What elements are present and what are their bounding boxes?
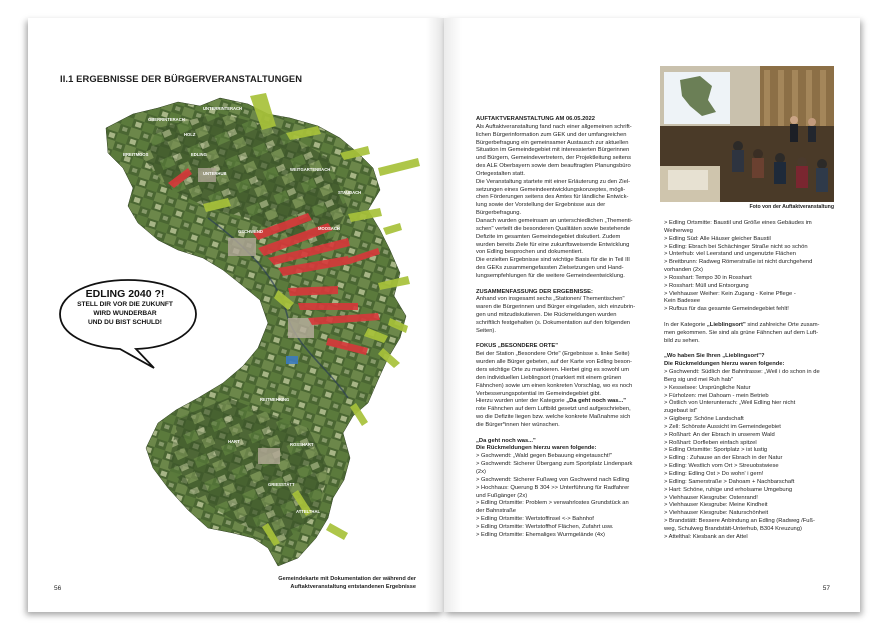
list-item: > Breitbrunn: Radweg Römerstraße ist nicht durchgehend	[664, 259, 813, 266]
map-label-attelthal: ATTELTHAL	[296, 509, 321, 514]
map-label-holz: HOLZ	[184, 132, 196, 137]
map-label-griesstaett: GRIESSTÄTT	[268, 482, 295, 487]
text-column-right: > Edling Ortsmitte: Baustil und Größe eines Gebäudes im Weiherweg > Edling Süd: Alle Häuser gleicher Baustil > Edling: Ebrach bei Schächinger Straße nicht so schön > Unterhub: viel Leerstand und ungenutzte Flächen > Breitbrunn: Radweg Römerstraße ist nicht durchgehend vorhanden (2x) > Rosshart: Tempo 30 in Rosshart > Rosshart: Müll und Entsorgung > Viehhauser Weiher: Kein Zugang - Keine Pflege - Kein Badesee > Rufbus für das gesamte Gemeindegebiet fehlt! In der Kategorie „Lieblingsort" sind zahlreiche Orte zusam- men gekommen. Sie sind als grüne Fähnchen auf dem Luft- bild zu sehen. „Wo haben Sie Ihren „Lieblingsort"? Die Rückmeldungen hierzu waren folgende: > Gschwendt: Südlich der Bahntrasse: „Weil i do schon in de Berg sig und mei Ruh hab" > Kesselsee: Ursprüngliche Natur > Fürholzen: mei Dahoam - mein Betrieb > Östlich von Unterunterach: „Weil Edling hier nicht zugebaut ist" > Gigiberg: Schöne Landschaft > Zell: Schönste Aussicht im Gemeindegebiet > Roßhart: An der Ebrach in unserem Wald > Roßhart: Dorfleben einfach spitzel > Edling Ortsmitte: Sportplatz > ist lustig > Edling : Zuhause an der Ebrach in der Natur > Edling: Westlich vom Ort > Streuobstwiese > Edling: Edling Ost > Do wohn' i gern! > Edling: Samerstraße > Dahoam + Nachbarschaft > Hart: Schöne, ruhige und erholsame Umgebung > Viehhauser Kiesgrube: Ostenrand! > Viehhauser Kiesgrube: Meine Kindheit > Viehhauser Kiesgrube: Naturschönheit > Brandstätt: Bessere Anbindung an Edling (Radweg /Fuß- weg, Schulweg Brandstätt-Unterhub, B304 Kreuzung) > Attelthal: Kiesbank an der Attel	[664, 220, 834, 542]
heading-zusammenfassung: ZUSAMMENFASSUNG DER ERGEBNISSE:	[476, 288, 593, 295]
list-item: > Attelthal: Kiesbank an der Attel	[664, 533, 748, 540]
heading-auftakt: AUFTAKTVERANSTALTUNG AM 06.05.2022	[476, 116, 595, 122]
map-label-gschwend: GSCHWEND	[238, 229, 263, 234]
map-label-hart: HART	[228, 439, 240, 444]
page-number-right: 57	[822, 585, 830, 592]
bubble-line-2: WIRD WUNDERBAR	[93, 310, 157, 317]
list-item: > Gschwendt: „Wald gegen Bebauung eingetauscht!"	[476, 453, 613, 460]
list-item: > Edling : Zuhause an der Ebrach in der Natur	[664, 455, 783, 462]
list-item: > Gschwendt: Sicherer Übergang zum Sportplatz Lindenpark	[476, 461, 633, 468]
list-item: > Edling: Edling Ost > Do wohn' i gern!	[664, 471, 764, 477]
map-label-staudach: STAUDACH	[338, 190, 362, 195]
list-item: > Kesselsee: Ursprüngliche Natur	[664, 384, 751, 391]
list-item: Weiherweg	[664, 227, 693, 234]
list-item: > Gschwendt: Sicherer Fußweg von Gschwend nach Edling	[476, 476, 630, 483]
list-item: > Zell: Schönste Aussicht im Gemeindegebiet	[664, 423, 781, 430]
map-label-breitmoos: BREITMOOS	[123, 152, 149, 157]
list-item: > Edling Ortsmitte: Wertstoffhof Flächen, Zufahrt usw.	[476, 523, 614, 530]
heading-besondere-orte: FOKUS „BESONDERE ORTE"	[476, 343, 558, 350]
heading-lieblingsort: „Wo haben Sie Ihren „Lieblingsort"?	[664, 353, 765, 360]
map-label-edling: EDLING	[191, 152, 207, 157]
list-item: > Edling: Samerstraße > Dahoam + Nachbarschaft	[664, 478, 795, 485]
photo-caption: Foto von der Auftaktveranstaltung	[749, 204, 834, 210]
map-label-moosach: MOOSACH	[318, 226, 340, 231]
list-item: > Hochhaus: Querung B 304 >> Unterführung für Radfahrer	[476, 484, 630, 491]
bubble-title: EDLING 2040 ?!	[85, 288, 165, 300]
gutter-shadow	[444, 18, 462, 612]
page-number-left: 56	[54, 585, 62, 592]
text-column-left: AUFTAKTVERANSTALTUNG AM 06.05.2022 Als Auftaktveranstaltung fand nach einer allgemeinen schrift- lichen Bürgerinformation zum GEK und der umfangreichen Bürgerbefragung ein gemeinsamer Austausch zur aktuellen Situation im Gemeindegebiet mit interessierten Bürgerinnen und Bürgern, Gemeindevertretern, der Projektleitung seitens des ALE Oberbayern sowie dem beauftragten Planungsbüro Ortegestalten statt. Die Veranstaltung startete mit einer Erläuterung zu den Ziel- setzungen eines Gemeindeentwicklungskonzeptes, mögli- chen Förderungen seitens des Amtes für ländliche Entwick- lung sowie der Vorstellung der Ergebnisse aus der Bürgerbefragung. Danach wurden gemeinsam an unterschiedlichen „Thementi- schen" verteilt die besonderen Qualitäten sowie bestehende Defizite im gesamten Gemeindegebiet diskutiert. Zudem wurden bereits Ziele für eine zukunftsweisende Entwicklung von Edling besprochen und dokumentiert. Die erzielten Ergebnisse sind wichtige Basis für die in Teil III des GEKs zusammengefassten Zielsetzungen und Hand- lungsempfehlungen für die weitere Gemeindeentwicklung. ZUSAMMENFASSUNG DER ERGEBNISSE: Anhand von insgesamt sechs „Stationen/ Thementischen" waren die Bürgerinnen und Bürger eingeladen, sich einzubrin- gen und mitzudiskutieren. Die Rückmeldungen wurden schriftlich festgehalten (s. Dokumentation auf den folgenden Seiten). FOKUS „BESONDERE ORTE" Bei der Station „Besondere Orte" (Ergebnisse s. linke Seite) wurden alle Bürger gebeten, auf der Karte von Edling beson- ders wichtige Orte zu markieren. Hierbei ging es sowohl um den individuellen Lieblingsort (markiert mit einem grünen Fähnchen) sowie um einen konkreten Vorschlag, wo es noch Verbesserungspotential im Gemeindegebiet gibt. Hierzu wurden unter der Kategorie „Da geht noch was..." rote Fähnchen auf dem Luftbild gesetzt und aufgeschrieben, wo die Defizite liegen bzw. welche konkrete Maßnahme sich die Bürger*innen hier wünschen. „Da geht noch was..." Die Rückmeldungen hierzu waren folgende: > Gschwendt: „Wald gegen Bebauung eingetauscht!" > Gschwendt: Sicherer Übergang zum Sportplatz Lindenpark (2x) > Gschwendt: Sicherer Fußweg von Gschwend nach Edling > Hochhaus: Querung B 304 >> Unterführung für Radfahrer und Fußgänger (2x) > Edling Ortsmitte: Problem > verwahrlostes Grundstück an der Bahnstraße > Edling Ortsmitte: Wertstoffinsel <-> Bahnhof > Edling Ortsmitte: Wertstoffhof Flächen, Zufahrt usw. > Edling Ortsmitte: Ehemaliges Wurmgelände (4x)	[476, 116, 651, 540]
list-item: > Edling: Ebrach bei Schächinger Straße nicht so schön	[664, 243, 808, 250]
list-item: > Rufbus für das gesamte Gemeindegebiet fehlt!	[664, 306, 789, 313]
list-item: > Edling Ortsmitte: Problem > verwahrlostes Grundstück an	[476, 500, 629, 507]
left-page	[28, 18, 444, 612]
list-item: > Viehhauser Kiesgrube: Naturschönheit	[664, 510, 769, 517]
map-label-reitmehring: REITMEHRING	[260, 397, 290, 402]
list-item: > Östlich von Unterunterach: „Weil Edling hier nicht	[664, 400, 796, 407]
bubble-line-1: STELL DIR VOR DIE ZUKUNFT	[77, 301, 173, 308]
list-item: > Hart: Schöne, ruhige und erholsame Umgebung	[664, 486, 793, 493]
map-label-rossharting: ROSSHART	[290, 442, 314, 447]
list-item: > Rosshart: Tempo 30 in Rosshart	[664, 274, 752, 281]
map-label-unterhub: UNTERHUB	[203, 171, 227, 176]
map-label-oberrinterach: OBERRINTERACH	[148, 117, 185, 122]
list-item: > Rosshart: Müll und Entsorgung	[664, 282, 749, 289]
list-item: (2x)	[476, 468, 486, 475]
list-item: > Viehhauser Kiesgrube: Ostenrand!	[664, 494, 758, 501]
para-lieblingsort: In der Kategorie „Lieblingsort" sind zahlreiche Orte zusam-	[664, 321, 820, 328]
list-item: Berg sig und mei Ruh hab"	[664, 376, 734, 383]
section-title: II.1 ERGEBNISSE DER BÜRGERVERANSTALTUNGEN	[60, 73, 303, 84]
heading-da-geht-noch-was: „Da geht noch was..."	[476, 437, 536, 444]
list-item: der Bahnstraße	[476, 508, 516, 515]
event-photo	[660, 66, 834, 202]
list-item: > Edling Süd: Alle Häuser gleicher Baustil	[664, 235, 771, 242]
list-item: > Roßhart: Dorfleben einfach spitzel	[664, 439, 757, 446]
list-item: > Edling Ortsmitte: Sportplatz > ist lustig	[664, 447, 768, 454]
list-item: > Edling Ortsmitte: Ehemaliges Wurmgelände (4x)	[476, 531, 605, 538]
list-item: Kein Badesee	[664, 298, 701, 305]
map-label-weitgartenbach: WEITGARTENBACH	[290, 167, 331, 172]
list-item: zugebaut ist"	[664, 408, 698, 415]
list-item: > Gschwendt: Südlich der Bahntrasse: „Weil i do schon in de	[664, 369, 820, 376]
list-item: vorhanden (2x)	[664, 267, 703, 274]
list-item: > Viehhauser Weiher: Kein Zugang - Keine Pflege -	[664, 290, 796, 297]
bubble-line-3: UND DU BIST SCHULD!	[88, 319, 162, 326]
list-item: > Unterhub: viel Leerstand und ungenutzte Flächen	[664, 251, 796, 258]
list-item: > Gigiberg: Schöne Landschaft	[664, 416, 744, 423]
list-item: > Viehhauser Kiesgrube: Meine Kindheit	[664, 502, 768, 509]
list-item: weg, Schulweg Brandstätt-Unterhub, B304 Kreuzung)	[664, 525, 802, 532]
list-item: > Fürholzen: mei Dahoam - mein Betrieb	[664, 392, 769, 399]
map-label-unterrinterach: UNTERRINTERACH	[203, 106, 243, 111]
list-item: > Roßhart: An der Ebrach in unserem Wald	[664, 431, 775, 438]
list-item: > Edling Ortsmitte: Wertstoffinsel <-> Bahnhof	[476, 516, 594, 523]
list-item: > Edling Ortsmitte: Baustil und Größe eines Gebäudes im	[664, 220, 812, 226]
list-item: und Fußgänger (2x)	[476, 492, 528, 499]
list-item: > Edling: Westlich vom Ort > Streuobstwiese	[664, 463, 779, 470]
para-auftakt-1: Als Auftaktveranstaltung fand nach einer allgemeinen schrift-	[476, 123, 632, 130]
speech-bubble-text	[64, 288, 186, 327]
list-item: > Brandstätt: Bessere Anbindung an Edling (Radweg /Fuß-	[664, 518, 815, 525]
map-caption: Gemeindekarte mit Dokumentation der während der Auftaktveranstaltung entstandenen Ergebnisse	[278, 576, 416, 590]
right-page	[444, 18, 860, 612]
